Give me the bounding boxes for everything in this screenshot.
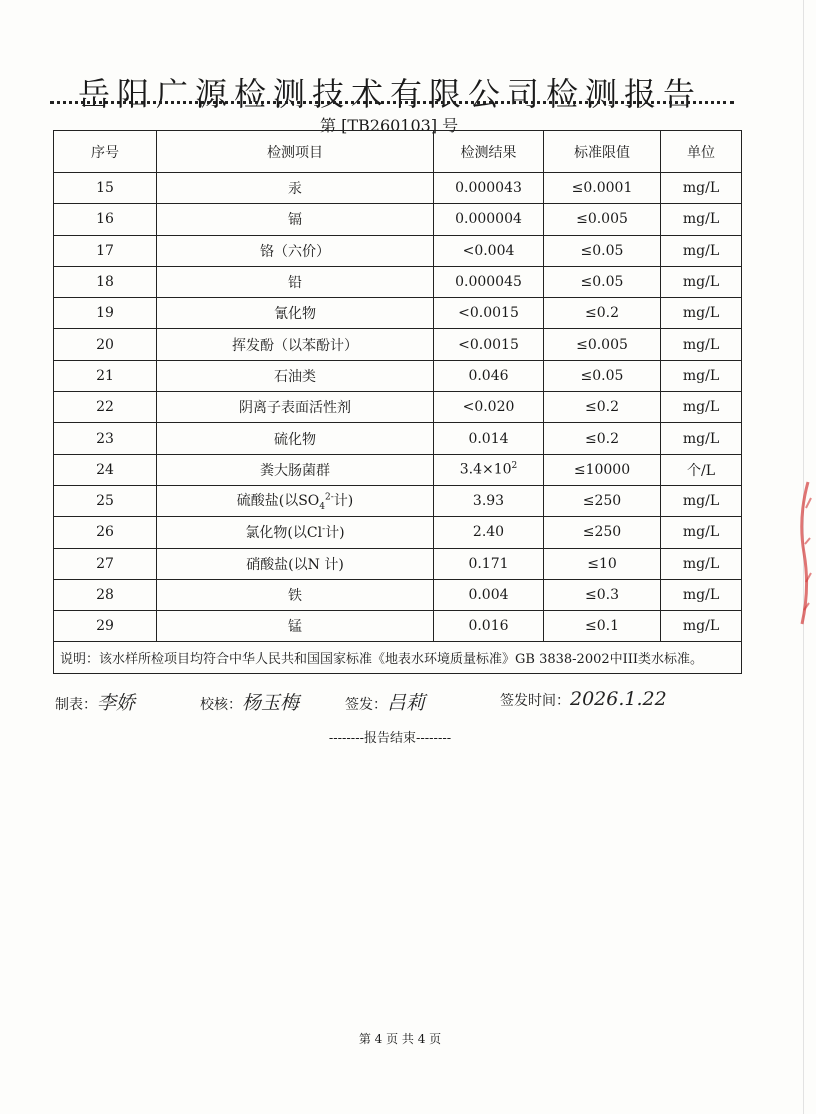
cell-unit: mg/L [661, 204, 742, 235]
cell-limit: ≤0.3 [544, 579, 661, 610]
cell-item [157, 485, 434, 516]
table-row [54, 579, 742, 610]
cell-result: 3.93 [434, 485, 544, 516]
report-title: 岳阳广源检测技术有限公司检测报告 [77, 75, 702, 114]
cell-limit: ≤0.005 [544, 204, 661, 235]
cell-item: 硫化物 [157, 423, 434, 454]
cell-seq: 20 [54, 329, 157, 360]
cell-item: 硝酸盐(以N 计) [157, 548, 434, 579]
cell-limit: ≤250 [544, 485, 661, 516]
item-superscript: 2- [325, 492, 334, 503]
cell-limit: ≤10000 [544, 454, 661, 485]
cell-limit: ≤0.0001 [544, 173, 661, 204]
cell-result: <0.0015 [434, 329, 544, 360]
table-row [54, 173, 742, 204]
cell-limit: ≤0.1 [544, 611, 661, 642]
table-row [54, 235, 742, 266]
table-row [54, 329, 742, 360]
cell-unit: mg/L [661, 266, 742, 297]
cell-unit: 个/L [661, 454, 742, 485]
cell-unit: mg/L [661, 392, 742, 423]
cell-result: 0.000004 [434, 204, 544, 235]
compliance-note: 说明：该水样所检项目均符合中华人民共和国国家标准《地表水环境质量标准》GB 3838-2002中III类水标准。 [54, 642, 742, 674]
cell-seq: 18 [54, 266, 157, 297]
table-row [54, 548, 742, 579]
header-result: 检测结果 [434, 131, 544, 173]
cell-result: <0.020 [434, 392, 544, 423]
table-row [54, 298, 742, 329]
cell-result: 2.40 [434, 517, 544, 548]
item-prefix: 氯化物(以Cl [245, 525, 323, 542]
cell-item: 氰化物 [157, 298, 434, 329]
table-row [54, 266, 742, 297]
cell-limit: ≤0.2 [544, 392, 661, 423]
cell-item: 石油类 [157, 360, 434, 391]
cell-limit: ≤0.2 [544, 423, 661, 454]
cell-seq: 17 [54, 235, 157, 266]
item-suffix: 计) [333, 493, 354, 510]
cell-seq: 19 [54, 298, 157, 329]
cell-seq: 15 [54, 173, 157, 204]
cell-limit: ≤0.2 [544, 298, 661, 329]
table-row [54, 392, 742, 423]
cell-item [157, 517, 434, 548]
cell-seq: 27 [54, 548, 157, 579]
cell-result: 0.046 [434, 360, 544, 391]
issue-date-value: 2026.1.22 [570, 688, 667, 710]
prepared-by-signature: 李娇 [97, 692, 136, 714]
issue-date [500, 688, 667, 710]
checked-by [200, 688, 299, 715]
cell-item: 阴离子表面活性剂 [157, 392, 434, 423]
issue-date-label: 签发时间： [500, 693, 570, 709]
prepared-by [55, 688, 135, 715]
report-number: 第 [TB260103] 号 [320, 116, 459, 135]
cell-seq: 23 [54, 423, 157, 454]
cell-seq: 29 [54, 611, 157, 642]
cell-result: <0.0015 [434, 298, 544, 329]
cell-result [434, 454, 544, 485]
result-exponent: 2 [511, 461, 518, 472]
cell-unit: mg/L [661, 329, 742, 360]
item-suffix: 计) [325, 525, 345, 542]
cell-seq: 24 [54, 454, 157, 485]
header-seq: 序号 [54, 131, 157, 173]
cell-unit: mg/L [661, 235, 742, 266]
cell-seq: 25 [54, 485, 157, 516]
table-row [54, 423, 742, 454]
cell-result: 0.004 [434, 579, 544, 610]
approved-by-label: 签发： [345, 697, 387, 713]
cell-limit: ≤0.05 [544, 266, 661, 297]
seal-stamp-edge [796, 478, 814, 628]
page-number: 第 4 页 共 4 页 [358, 1032, 442, 1046]
table-row [54, 454, 742, 485]
cell-seq: 28 [54, 579, 157, 610]
results-table [53, 130, 742, 674]
report-end-marker: --------报告结束-------- [328, 731, 452, 746]
header-limit: 标准限值 [544, 131, 661, 173]
cell-seq: 26 [54, 517, 157, 548]
cell-item: 铅 [157, 266, 434, 297]
checked-by-label: 校核： [200, 697, 242, 713]
note-row [54, 642, 742, 674]
cell-unit: mg/L [661, 579, 742, 610]
header-unit: 单位 [661, 131, 742, 173]
cell-unit: mg/L [661, 485, 742, 516]
item-subscript: 4 [319, 502, 325, 513]
cell-item: 汞 [157, 173, 434, 204]
cell-result: 0.000043 [434, 173, 544, 204]
cell-unit: mg/L [661, 360, 742, 391]
cell-seq: 22 [54, 392, 157, 423]
cell-item: 锰 [157, 611, 434, 642]
table-header-row [54, 131, 742, 173]
cell-result: 0.014 [434, 423, 544, 454]
result-base: 3.4×10 [459, 462, 512, 479]
cell-unit: mg/L [661, 611, 742, 642]
checked-by-signature: 杨玉梅 [242, 692, 300, 714]
item-superscript: - [322, 524, 326, 535]
prepared-by-label: 制表： [55, 697, 97, 713]
item-prefix: 硫酸盐(以SO [236, 493, 320, 510]
cell-unit: mg/L [661, 548, 742, 579]
cell-result: 0.171 [434, 548, 544, 579]
cell-limit: ≤250 [544, 517, 661, 548]
cell-result: 0.000045 [434, 266, 544, 297]
cell-limit: ≤0.005 [544, 329, 661, 360]
approved-by-signature: 吕莉 [387, 692, 426, 714]
cell-item: 挥发酚（以苯酚计） [157, 329, 434, 360]
table-row [54, 611, 742, 642]
cell-limit: ≤10 [544, 548, 661, 579]
table-row [54, 517, 742, 548]
title-divider [50, 101, 734, 104]
cell-item: 镉 [157, 204, 434, 235]
table-row [54, 485, 742, 516]
cell-seq: 16 [54, 204, 157, 235]
cell-limit: ≤0.05 [544, 235, 661, 266]
cell-unit: mg/L [661, 423, 742, 454]
table-row [54, 360, 742, 391]
cell-item: 铁 [157, 579, 434, 610]
cell-result: 0.016 [434, 611, 544, 642]
cell-item: 粪大肠菌群 [157, 454, 434, 485]
header-item: 检测项目 [157, 131, 434, 173]
cell-unit: mg/L [661, 173, 742, 204]
cell-item: 铬（六价） [157, 235, 434, 266]
cell-result: <0.004 [434, 235, 544, 266]
cell-limit: ≤0.05 [544, 360, 661, 391]
cell-unit: mg/L [661, 298, 742, 329]
approved-by [345, 688, 425, 715]
cell-seq: 21 [54, 360, 157, 391]
cell-unit: mg/L [661, 517, 742, 548]
table-row [54, 204, 742, 235]
